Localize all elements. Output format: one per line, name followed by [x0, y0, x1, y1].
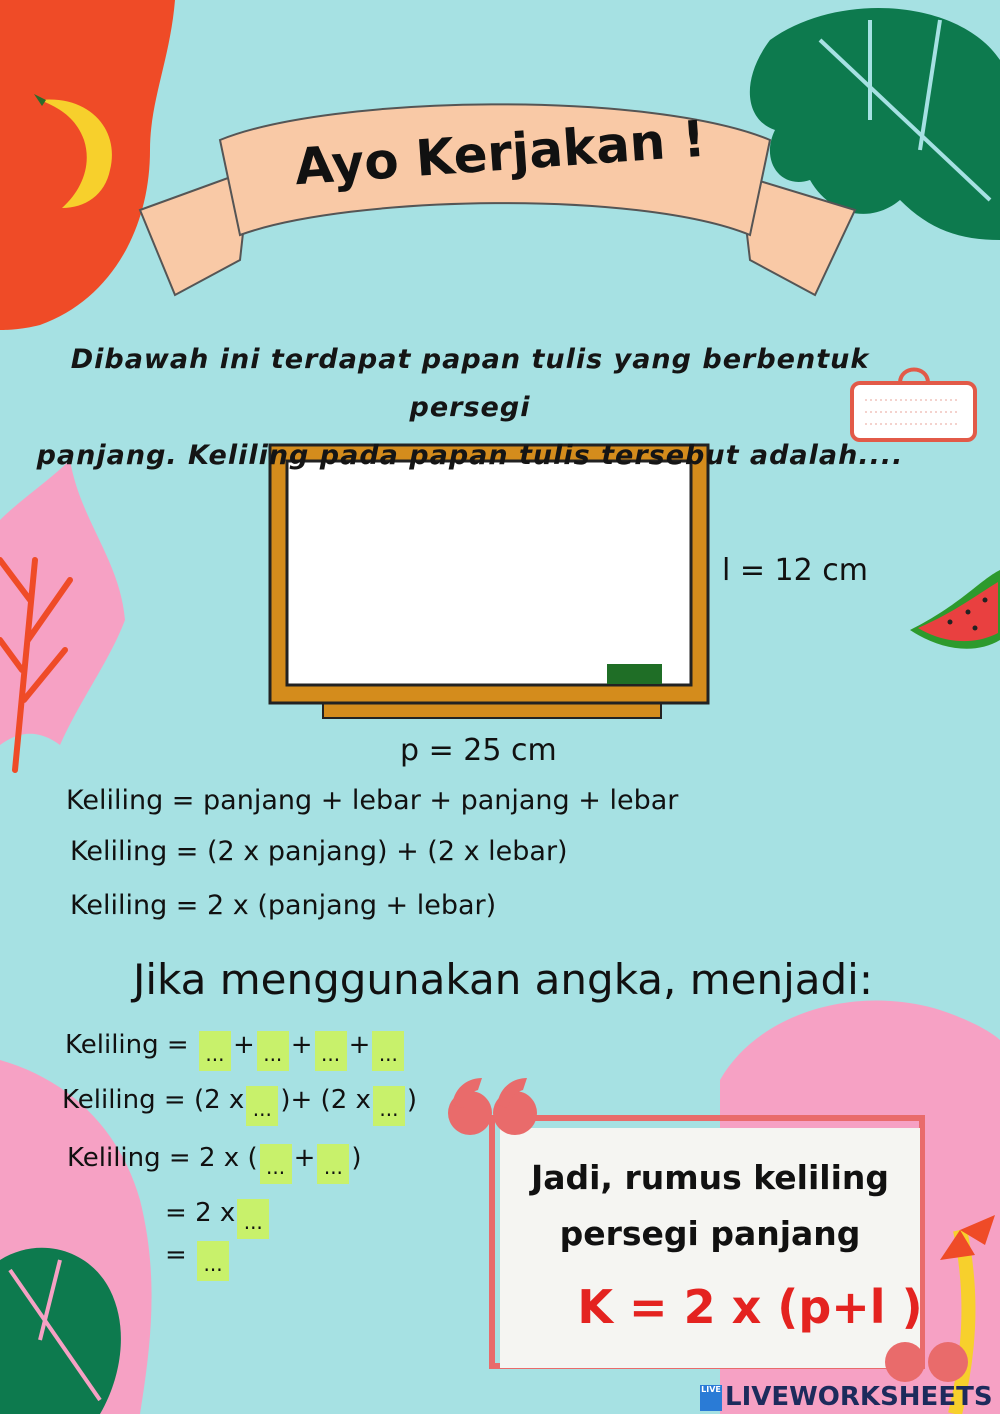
exercise-line-4	[165, 1198, 271, 1239]
instruction-line-2: panjang. Keliling pada papan tulis tersebut adalah....	[36, 440, 904, 471]
plus-sign: +	[293, 1143, 316, 1173]
conclusion-line-1: Jadi, rumus keliling	[530, 1158, 890, 1197]
plus-sign: +	[290, 1085, 313, 1115]
times-two: 2 x	[198, 1143, 240, 1173]
answer-blank-9[interactable]: ...	[237, 1199, 269, 1239]
close-paren: )	[280, 1085, 291, 1115]
plus-sign: +	[232, 1030, 255, 1060]
answer-blank-1[interactable]: ...	[199, 1031, 231, 1071]
equals-sign: =	[168, 1143, 191, 1173]
numeric-heading: Jika menggunakan angka, menjadi:	[133, 955, 873, 1004]
answer-blank-5[interactable]: ...	[246, 1086, 278, 1126]
answer-blank-2[interactable]: ...	[257, 1031, 289, 1071]
exercise-line-5	[165, 1240, 231, 1281]
exercise-prefix: Keliling	[65, 1030, 159, 1060]
answer-blank-8[interactable]: ...	[317, 1144, 349, 1184]
exercise-line-3	[67, 1143, 362, 1184]
formula-line-1: Keliling = panjang + lebar + panjang + lebar	[66, 785, 679, 816]
times-two: 2 x	[204, 1085, 245, 1115]
instruction-text	[35, 336, 905, 480]
exercise-prefix: Keliling	[62, 1085, 156, 1115]
answer-blank-3[interactable]: ...	[315, 1031, 347, 1071]
conclusion-line-2: persegi panjang	[559, 1214, 861, 1253]
perimeter-formula: K = 2 x (p+l )	[577, 1280, 923, 1334]
exercise-line-1	[65, 1030, 406, 1071]
length-label: p = 25 cm	[400, 733, 557, 768]
plus-sign: +	[290, 1030, 313, 1060]
exercise-prefix: Keliling	[67, 1143, 161, 1173]
answer-blank-6[interactable]: ...	[373, 1086, 405, 1126]
page-title: Ayo Kerjakan !	[292, 109, 708, 197]
formula-line-3: Keliling = 2 x (panjang + lebar)	[70, 890, 497, 921]
width-label: l = 12 cm	[722, 553, 868, 588]
conclusion-text	[500, 1150, 920, 1262]
open-paren: (	[193, 1085, 205, 1115]
liveworksheets-logo[interactable]	[700, 1380, 1000, 1414]
instruction-line-1: Dibawah ini terdapat papan tulis yang berbentuk persegi	[70, 344, 870, 423]
answer-blank-7[interactable]: ...	[260, 1144, 292, 1184]
close-paren: )	[351, 1143, 362, 1173]
times-two: 2 x	[195, 1198, 236, 1228]
plus-sign: +	[348, 1030, 371, 1060]
equals-sign: =	[165, 1198, 187, 1228]
equals-sign: =	[166, 1030, 189, 1060]
close-paren: )	[406, 1085, 418, 1115]
answer-blank-4[interactable]: ...	[372, 1031, 404, 1071]
open-paren: (	[247, 1143, 258, 1173]
logo-text: LIVEWORKSHEETS	[725, 1382, 993, 1412]
logo-badge-icon: LIVE	[700, 1385, 722, 1411]
answer-blank-10[interactable]: ...	[197, 1241, 229, 1281]
whiteboard-illustration	[270, 445, 708, 718]
equals-sign: =	[165, 1240, 187, 1270]
formula-line-2: Keliling = (2 x panjang) + (2 x lebar)	[70, 836, 568, 867]
exercise-line-2	[62, 1085, 417, 1126]
open-paren: (	[320, 1085, 331, 1115]
times-two: 2 x	[330, 1085, 371, 1115]
watermelon-icon	[910, 570, 1000, 649]
equals-sign: =	[163, 1085, 186, 1115]
pink-leaf-left	[0, 460, 125, 770]
